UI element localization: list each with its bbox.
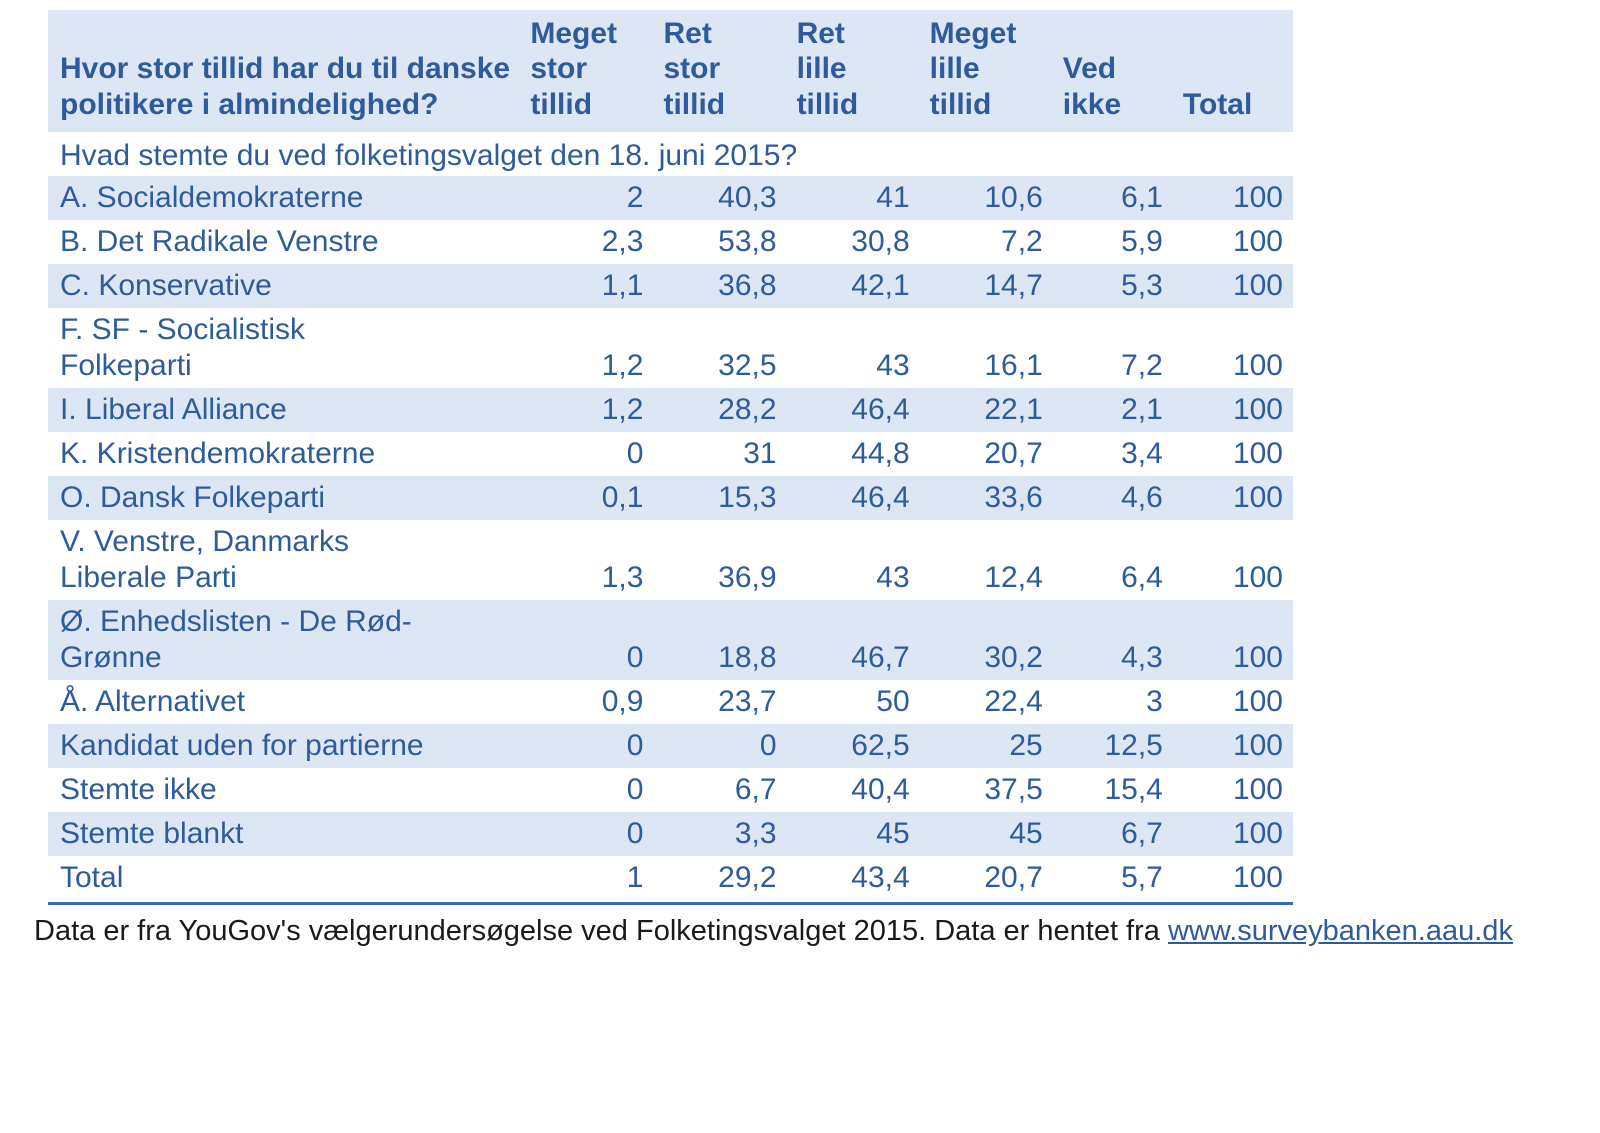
row-label <box>48 812 520 856</box>
row-label <box>48 308 520 388</box>
table-row <box>48 768 1293 812</box>
table-row <box>48 432 1293 476</box>
cell-value: 12,5 <box>1053 724 1173 768</box>
cell-value: 33,6 <box>920 476 1053 520</box>
footnote <box>34 915 1570 948</box>
cell-value: 2,1 <box>1053 388 1173 432</box>
col1-line3: tillid <box>530 87 593 121</box>
cell-value: 100 <box>1173 308 1293 388</box>
cell-value: 4,6 <box>1053 476 1173 520</box>
cell-value: 62,5 <box>787 724 920 768</box>
cell-value: 20,7 <box>920 856 1053 904</box>
cell-value: 15,4 <box>1053 768 1173 812</box>
row-label <box>48 476 520 520</box>
column-header-ret-lille-tillid <box>787 10 920 132</box>
cell-value: 3,4 <box>1053 432 1173 476</box>
row-label <box>48 432 520 476</box>
cell-value: 45 <box>787 812 920 856</box>
cell-value: 6,1 <box>1053 176 1173 220</box>
cell-value: 0,9 <box>520 680 653 724</box>
table-row <box>48 476 1293 520</box>
col1-line2: stor <box>530 52 588 86</box>
cell-value: 20,7 <box>920 432 1053 476</box>
row-label <box>48 600 520 680</box>
cell-value: 46,4 <box>787 476 920 520</box>
question-header: Hvor stor tillid har du til danske politikere i almindelighed? <box>48 10 520 132</box>
cell-value: 3 <box>1053 680 1173 724</box>
table-row <box>48 520 1293 600</box>
col5-line1: Ved <box>1062 52 1117 86</box>
cell-value: 100 <box>1173 176 1293 220</box>
cell-value: 10,6 <box>920 176 1053 220</box>
cell-value: 7,2 <box>920 220 1053 264</box>
row-label-line1: Kandidat uden for partierne <box>60 728 424 762</box>
row-label <box>48 520 520 600</box>
cell-value: 25 <box>920 724 1053 768</box>
row-label <box>48 724 520 768</box>
row-label-line1: Total <box>60 860 124 894</box>
cell-value: 100 <box>1173 520 1293 600</box>
table-row <box>48 812 1293 856</box>
table-row <box>48 176 1293 220</box>
table-row <box>48 724 1293 768</box>
cell-value: 46,7 <box>787 600 920 680</box>
row-label-line1: V. Venstre, Danmarks <box>60 524 350 558</box>
column-header-meget-stor-tillid <box>520 10 653 132</box>
subheader-row <box>48 132 1293 175</box>
cell-value: 30,2 <box>920 600 1053 680</box>
col4-line2: lille <box>929 52 980 86</box>
cell-value: 100 <box>1173 724 1293 768</box>
cell-value: 44,8 <box>787 432 920 476</box>
cell-value: 100 <box>1173 264 1293 308</box>
cell-value: 100 <box>1173 680 1293 724</box>
cell-value: 23,7 <box>653 680 786 724</box>
cell-value: 46,4 <box>787 388 920 432</box>
cell-value: 36,9 <box>653 520 786 600</box>
cell-value: 100 <box>1173 220 1293 264</box>
row-label-line1: F. SF - Socialistisk <box>60 312 306 346</box>
cell-value: 43 <box>787 520 920 600</box>
cell-value: 100 <box>1173 768 1293 812</box>
cell-value: 1,2 <box>520 388 653 432</box>
cell-value: 50 <box>787 680 920 724</box>
column-header-total <box>1173 10 1293 132</box>
cell-value: 1,3 <box>520 520 653 600</box>
table-row <box>48 308 1293 388</box>
col4-line3: tillid <box>929 87 992 121</box>
row-label-line2: Grønne <box>60 640 162 674</box>
cell-value: 0 <box>520 768 653 812</box>
cell-value: 22,1 <box>920 388 1053 432</box>
table-body <box>48 132 1293 903</box>
cell-value: 30,8 <box>787 220 920 264</box>
cell-value: 3,3 <box>653 812 786 856</box>
row-label <box>48 264 520 308</box>
cell-value: 28,2 <box>653 388 786 432</box>
cell-value: 6,7 <box>1053 812 1173 856</box>
row-label <box>48 388 520 432</box>
cell-value: 14,7 <box>920 264 1053 308</box>
table-row <box>48 388 1293 432</box>
col2-line2: stor <box>663 52 721 86</box>
table-row <box>48 264 1293 308</box>
cell-value: 2 <box>520 176 653 220</box>
cell-value: 5,7 <box>1053 856 1173 904</box>
table-row <box>48 856 1293 904</box>
table-header <box>48 10 1293 132</box>
cell-value: 37,5 <box>920 768 1053 812</box>
col3-line3: tillid <box>796 87 859 121</box>
column-header-ved-ikke <box>1053 10 1173 132</box>
footnote-text: Data er fra YouGov's vælgerundersøgelse ved Folketingsvalget 2015. Data er hentet fra <box>34 914 1168 947</box>
col2-line1: Ret <box>663 17 712 50</box>
cell-value: 0 <box>520 600 653 680</box>
cell-value: 0 <box>653 724 786 768</box>
col6-line1: Total <box>1182 87 1253 121</box>
cell-value: 36,8 <box>653 264 786 308</box>
cell-value: 100 <box>1173 476 1293 520</box>
subheader-label: Hvad stemte du ved folketingsvalget den 18. juni 2015? <box>48 132 1293 175</box>
column-header-ret-stor-tillid <box>653 10 786 132</box>
cell-value: 1,2 <box>520 308 653 388</box>
cell-value: 15,3 <box>653 476 786 520</box>
column-header-meget-lille-tillid <box>920 10 1053 132</box>
row-label-line2: Folkeparti <box>60 348 192 382</box>
cell-value: 40,4 <box>787 768 920 812</box>
cell-value: 16,1 <box>920 308 1053 388</box>
cell-value: 12,4 <box>920 520 1053 600</box>
cell-value: 100 <box>1173 432 1293 476</box>
col5-line2: ikke <box>1062 87 1122 121</box>
cell-value: 0,1 <box>520 476 653 520</box>
crosstab-table <box>48 10 1293 905</box>
cell-value: 1 <box>520 856 653 904</box>
row-label-line1: Ø. Enhedslisten - De Rød- <box>60 604 412 638</box>
row-label-line1: Å. Alternativet <box>60 684 246 718</box>
table-row <box>48 680 1293 724</box>
cell-value: 32,5 <box>653 308 786 388</box>
cell-value: 43 <box>787 308 920 388</box>
cell-value: 42,1 <box>787 264 920 308</box>
row-label-line1: Stemte ikke <box>60 772 217 806</box>
cell-value: 22,4 <box>920 680 1053 724</box>
cell-value: 7,2 <box>1053 308 1173 388</box>
col1-line1: Meget <box>530 17 618 50</box>
row-label-line2: Liberale Parti <box>60 560 237 594</box>
cell-value: 45 <box>920 812 1053 856</box>
cell-value: 40,3 <box>653 176 786 220</box>
row-label-line1: A. Socialdemokraterne <box>60 180 364 214</box>
surveybanken-link[interactable]: www.surveybanken.aau.dk <box>1167 914 1513 947</box>
cell-value: 6,4 <box>1053 520 1173 600</box>
cell-value: 100 <box>1173 856 1293 904</box>
cell-value: 41 <box>787 176 920 220</box>
col4-line1: Meget <box>929 17 1017 50</box>
cell-value: 0 <box>520 724 653 768</box>
cell-value: 100 <box>1173 388 1293 432</box>
col2-line3: tillid <box>663 87 726 121</box>
cell-value: 100 <box>1173 600 1293 680</box>
row-label <box>48 176 520 220</box>
row-label <box>48 768 520 812</box>
row-label <box>48 680 520 724</box>
row-label <box>48 220 520 264</box>
table-row <box>48 600 1293 680</box>
row-label-line1: K. Kristendemokraterne <box>60 436 376 470</box>
cell-value: 1,1 <box>520 264 653 308</box>
cell-value: 2,3 <box>520 220 653 264</box>
cell-value: 29,2 <box>653 856 786 904</box>
cell-value: 6,7 <box>653 768 786 812</box>
cell-value: 0 <box>520 812 653 856</box>
cell-value: 18,8 <box>653 600 786 680</box>
cell-value: 5,3 <box>1053 264 1173 308</box>
cell-value: 0 <box>520 432 653 476</box>
cell-value: 4,3 <box>1053 600 1173 680</box>
header-row <box>48 10 1293 132</box>
row-label-line1: B. Det Radikale Venstre <box>60 224 379 258</box>
row-label <box>48 856 520 904</box>
row-label-line1: O. Dansk Folkeparti <box>60 480 326 514</box>
col3-line2: lille <box>796 52 847 86</box>
row-label-line1: I. Liberal Alliance <box>60 392 287 426</box>
col3-line1: Ret <box>796 17 845 50</box>
table-row <box>48 220 1293 264</box>
cell-value: 100 <box>1173 812 1293 856</box>
cell-value: 5,9 <box>1053 220 1173 264</box>
row-label-line1: Stemte blankt <box>60 816 244 850</box>
cell-value: 31 <box>653 432 786 476</box>
cell-value: 53,8 <box>653 220 786 264</box>
cell-value: 43,4 <box>787 856 920 904</box>
row-label-line1: C. Konservative <box>60 268 272 302</box>
